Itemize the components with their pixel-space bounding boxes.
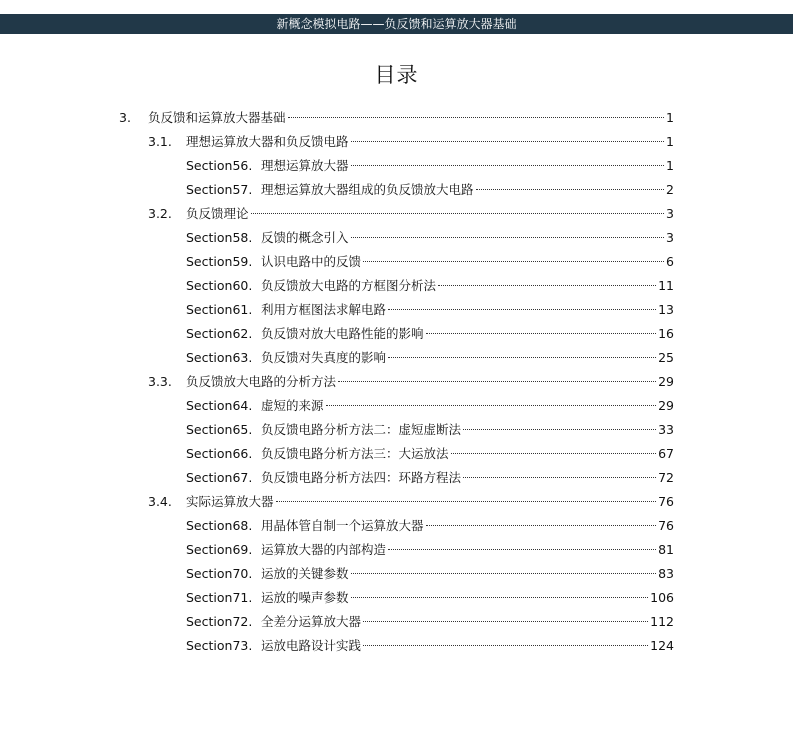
toc-dot-leader <box>351 573 657 574</box>
toc-entry-number: 3.1. <box>148 134 172 149</box>
toc-entry-number: Section63. <box>186 350 253 365</box>
toc-entry[interactable] <box>119 202 674 226</box>
toc-entry[interactable] <box>119 442 674 466</box>
toc-entry-title[interactable]: 认识电路中的反馈 <box>261 254 362 269</box>
toc-entry[interactable] <box>119 610 674 634</box>
toc-entry-title[interactable]: 理想运算放大器和负反馈电路 <box>186 134 349 149</box>
toc-entry-page-number[interactable]: 29 <box>658 374 674 389</box>
toc-dot-leader <box>426 525 657 526</box>
toc-entry[interactable] <box>119 418 674 442</box>
toc-entry-title[interactable]: 虚短的来源 <box>261 398 324 413</box>
toc-entry-number: Section67. <box>186 470 253 485</box>
toc-entry-number: 3.2. <box>148 206 172 221</box>
toc-entry-number: Section71. <box>186 590 253 605</box>
toc-dot-leader <box>476 189 665 190</box>
toc-dot-leader <box>463 477 656 478</box>
toc-dot-leader <box>351 165 665 166</box>
toc-heading: 目录 <box>374 63 419 87</box>
toc-entry-number: Section69. <box>186 542 253 557</box>
toc-entry[interactable] <box>119 274 674 298</box>
toc-dot-leader <box>276 501 657 502</box>
toc-entry-number: Section62. <box>186 326 253 341</box>
toc-entry-title[interactable]: 负反馈理论 <box>186 206 249 221</box>
toc-entry[interactable] <box>119 322 674 346</box>
toc-entry[interactable] <box>119 538 674 562</box>
toc-entry-title[interactable]: 负反馈和运算放大器基础 <box>148 110 286 125</box>
toc-entry-title[interactable]: 反馈的概念引入 <box>261 230 349 245</box>
toc-entry-page-number[interactable]: 83 <box>658 566 674 581</box>
toc-dot-leader <box>251 213 665 214</box>
toc-entry-page-number[interactable]: 72 <box>658 470 674 485</box>
toc-entry-number: Section73. <box>186 638 253 653</box>
toc-entry-page-number[interactable]: 81 <box>658 542 674 557</box>
toc-dot-leader <box>363 645 648 646</box>
toc-entry-title[interactable]: 负反馈对失真度的影响 <box>261 350 387 365</box>
toc-entry-title[interactable]: 利用方框图法求解电路 <box>261 302 387 317</box>
toc-entry-number: Section60. <box>186 278 253 293</box>
toc-entry[interactable] <box>119 634 674 658</box>
toc-entry-number: Section59. <box>186 254 253 269</box>
toc-entry[interactable] <box>119 130 674 154</box>
toc-entry-page-number[interactable]: 3 <box>666 206 674 221</box>
toc-entry[interactable] <box>119 394 674 418</box>
toc-entry[interactable] <box>119 154 674 178</box>
toc-dot-leader <box>363 261 664 262</box>
toc-entry-page-number[interactable]: 76 <box>658 518 674 533</box>
toc-entry-title[interactable]: 运算放大器的内部构造 <box>261 542 387 557</box>
toc-dot-leader <box>288 117 665 118</box>
toc-entry-title[interactable]: 运放的关键参数 <box>261 566 349 581</box>
toc-entry-title[interactable]: 理想运算放大器 <box>261 158 349 173</box>
toc-dot-leader <box>388 309 656 310</box>
toc-entry-number: Section72. <box>186 614 253 629</box>
toc-entry-number: Section64. <box>186 398 253 413</box>
toc-entry-page-number[interactable]: 11 <box>658 278 674 293</box>
toc-entry-page-number[interactable]: 76 <box>658 494 674 509</box>
toc-entry[interactable] <box>119 562 674 586</box>
toc-entry-number: Section58. <box>186 230 253 245</box>
toc-entry-number: Section70. <box>186 566 253 581</box>
toc-entry-number: 3. <box>119 110 131 125</box>
toc-entry-number: Section66. <box>186 446 253 461</box>
toc-dot-leader <box>426 333 657 334</box>
toc-entry[interactable] <box>119 490 674 514</box>
toc-entry[interactable] <box>119 106 674 130</box>
toc-entry-number: Section65. <box>186 422 253 437</box>
toc-entry[interactable] <box>119 298 674 322</box>
toc-entry[interactable] <box>119 250 674 274</box>
toc-entry-title[interactable]: 运放的噪声参数 <box>261 590 349 605</box>
toc-entry[interactable] <box>119 346 674 370</box>
document-header-title: 新概念模拟电路——负反馈和运算放大器基础 <box>276 17 517 31</box>
toc-entry-title[interactable]: 负反馈对放大电路性能的影响 <box>261 326 424 341</box>
toc-entry-title[interactable]: 实际运算放大器 <box>186 494 274 509</box>
toc-dot-leader <box>463 429 656 430</box>
toc-dot-leader <box>351 141 665 142</box>
toc-entry[interactable] <box>119 514 674 538</box>
toc-dot-leader <box>326 405 657 406</box>
toc-entry-title[interactable]: 负反馈电路分析方法二：虚短虚断法 <box>261 422 462 437</box>
toc-entry-title[interactable]: 负反馈放大电路的方框图分析法 <box>261 278 437 293</box>
toc-dot-leader <box>351 237 665 238</box>
toc-dot-leader <box>388 357 656 358</box>
toc-entry[interactable] <box>119 586 674 610</box>
toc-entry-page-number[interactable]: 25 <box>658 350 674 365</box>
toc-entry-page-number[interactable]: 1 <box>666 158 674 173</box>
toc-entry-page-number[interactable]: 1 <box>666 110 674 125</box>
toc-dot-leader <box>363 621 648 622</box>
toc-entry-page-number[interactable]: 33 <box>658 422 674 437</box>
toc-entry-page-number[interactable]: 3 <box>666 230 674 245</box>
toc-entry-page-number[interactable]: 112 <box>650 614 674 629</box>
toc-entry[interactable] <box>119 466 674 490</box>
toc-entry-title[interactable]: 全差分运算放大器 <box>261 614 362 629</box>
toc-entry[interactable] <box>119 226 674 250</box>
toc-entry-title[interactable]: 负反馈电路分析方法三：大运放法 <box>261 446 449 461</box>
toc-entry-page-number[interactable]: 13 <box>658 302 674 317</box>
toc-entry-page-number[interactable]: 16 <box>658 326 674 341</box>
toc-entry-number: Section61. <box>186 302 253 317</box>
toc-entry-number: 3.3. <box>148 374 172 389</box>
toc-dot-leader <box>451 453 657 454</box>
toc-entry-title[interactable]: 负反馈放大电路的分析方法 <box>186 374 337 389</box>
toc-entry-title[interactable]: 用晶体管自制一个运算放大器 <box>261 518 424 533</box>
toc-entry[interactable] <box>119 370 674 394</box>
toc-entry-title[interactable]: 运放电路设计实践 <box>261 638 362 653</box>
toc-entry-number: Section68. <box>186 518 253 533</box>
toc-entry-page-number[interactable]: 6 <box>666 254 674 269</box>
toc-entry-page-number[interactable]: 1 <box>666 134 674 149</box>
toc-entry[interactable] <box>119 178 674 202</box>
toc-dot-leader <box>338 381 656 382</box>
toc-entry-page-number[interactable]: 67 <box>658 446 674 461</box>
toc-entry-number: Section57. <box>186 182 253 197</box>
toc-entry-title[interactable]: 负反馈电路分析方法四：环路方程法 <box>261 470 462 485</box>
toc-dot-leader <box>388 549 656 550</box>
toc-entry-page-number[interactable]: 106 <box>650 590 674 605</box>
toc-entry-number: 3.4. <box>148 494 172 509</box>
toc-dot-leader <box>438 285 656 286</box>
toc-entry-number: Section56. <box>186 158 253 173</box>
toc-dot-leader <box>351 597 649 598</box>
document-header-bar <box>0 14 793 34</box>
toc-entry-page-number[interactable]: 124 <box>650 638 674 653</box>
toc-entry-page-number[interactable]: 29 <box>658 398 674 413</box>
table-of-contents <box>119 106 674 658</box>
toc-entry-page-number[interactable]: 2 <box>666 182 674 197</box>
toc-entry-title[interactable]: 理想运算放大器组成的负反馈放大电路 <box>261 182 474 197</box>
